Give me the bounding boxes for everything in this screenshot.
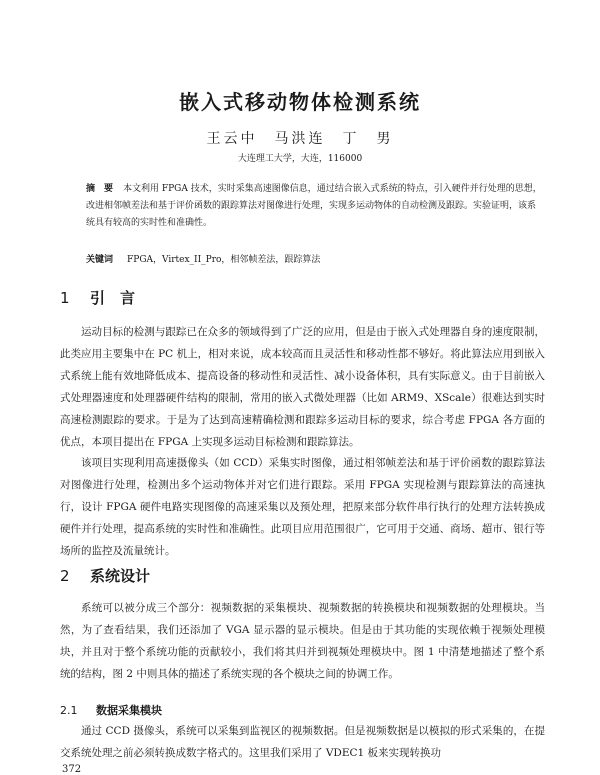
paper-title: 嵌入式移动物体检测系统	[179, 90, 421, 114]
keywords-text: FPGA，Virtex_II_Pro，相邻帧差法，跟踪算法	[127, 255, 321, 265]
paragraph: 系统可以被分成三个部分：视频数据的采集模块、视频数据的转换模块和视频数据的处理模块。当然，为了查看结果，我们还添加了 VGA 显示器的显示模块。但是由于其功能的实现依赖于视频处理模块，并且对于整个系统功能的贡献较小，我们将其归并到视频处理模块中。图 1 中清楚地描述了整个系统的结构，图 2 中则具体的描述了系统实现的各个模块之间的协调工作。	[60, 602, 545, 680]
paragraph: 运动目标的检测与跟踪已在众多的领域得到了广泛的应用，但是由于嵌入式处理器自身的速度限制，此类应用主要集中在 PC 机上，相对来说，成本较高而且灵活性和移动性都不够好。将此算法应用到嵌入式系统上能有效地降低成本、提高设备的移动性和灵活性、减小设备体积，具有实际意义。由于目前嵌入式处理器速度和处理器硬件结构的限制，常用的嵌入式微处理器（比如 ARM9、XScale）很难达到实时高速检测跟踪的要求。于是为了达到高速精确检测和跟踪多运动目标的要求，综合考虑 FPGA 各方面的优点，本项目提出在 FPGA 上实现多运动目标检测和跟踪算法。	[60, 326, 545, 448]
abstract	[86, 181, 542, 232]
section-number: 2.1	[60, 704, 78, 717]
paragraph: 通过 CCD 摄像头，系统可以采集到监视区的视频数据。但是视频数据是以模拟的形式采集的，在提交系统处理之前必须转换成数字格式的。这里我们采用了 VDEC1 板来实现转换功	[60, 725, 545, 759]
abstract-label: 摘 要	[86, 184, 114, 194]
section-title: 引 言	[90, 289, 136, 307]
keywords-label: 关键词	[86, 255, 114, 265]
paper-authors: 王云中 马洪连 丁 男	[206, 131, 394, 147]
section-title: 数据采集模块	[96, 704, 162, 717]
paragraph: 该项目实现利用高速摄像头（如 CCD）采集实时图像，通过相邻帧差法和基于评价函数的跟踪算法对图像进行处理，检测出多个运动物体并对它们进行跟踪。采用 FPGA 实现检测与跟踪算法的高速执行，设计 FPGA 硬件电路实现图像的高速采集以及预处理，把原来部分软件串行执行的处理方法转换成硬件并行处理，提高系统的实时性和准确性。此项目应用范围很广，它可用于交通、商场、超市、银行等场所的监控及流量统计。	[60, 457, 545, 557]
page-number: 372	[62, 764, 82, 775]
section-heading-data-acquisition	[60, 702, 162, 718]
section-heading-introduction	[60, 287, 135, 308]
section-heading-system-design	[60, 565, 150, 586]
abstract-text: 本文利用 FPGA 技术，实时采集高速图像信息，通过结合嵌入式系统的特点，引入硬件并行处理的思想，改进相邻帧差法和基于评价函数的跟踪算法对图像进行处理，实现多运动物体的自动检测及跟踪。实验证明，该系统具有较高的实时性和准确性。	[86, 184, 542, 228]
section-number: 1	[60, 289, 70, 307]
section-number: 2	[60, 567, 70, 585]
author-affiliation: 大连理工大学，大连，116000	[237, 154, 363, 164]
section-title: 系统设计	[90, 567, 151, 585]
keywords	[86, 252, 542, 265]
